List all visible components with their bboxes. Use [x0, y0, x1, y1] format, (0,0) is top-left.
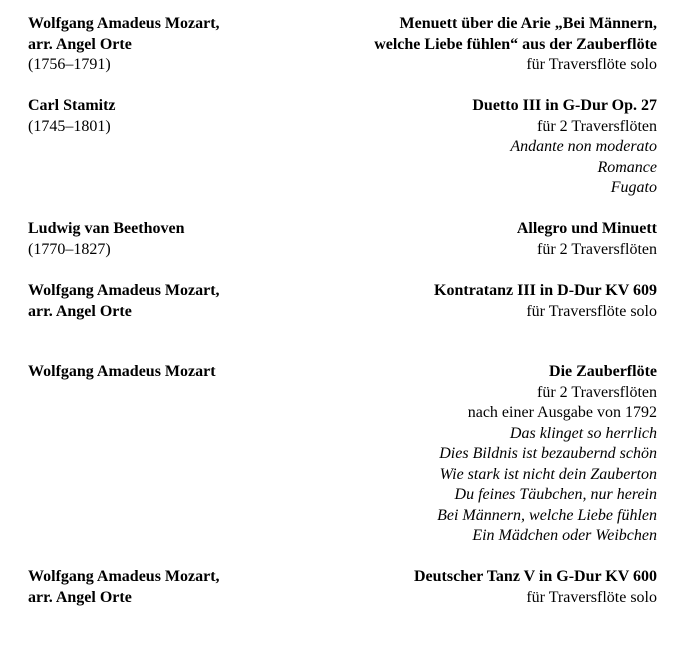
- work-title: Die Zauberflöte: [549, 363, 657, 380]
- movement: Romance: [597, 158, 657, 176]
- composer-name: Wolfgang Amadeus Mozart: [28, 363, 216, 380]
- composer-dates: (1756–1791): [28, 56, 111, 73]
- work-block: [277, 14, 657, 76]
- arranger-name: arr. Angel Orte: [28, 588, 132, 606]
- work-block: [277, 362, 657, 547]
- work-block: [277, 567, 657, 608]
- work-title: welche Liebe fühlen“ aus der Zauberflöte: [374, 35, 657, 53]
- movement: Das klinget so herrlich: [509, 424, 657, 442]
- instrumentation: für Traversflöte solo: [526, 56, 657, 73]
- composer-name: Carl Stamitz: [28, 97, 116, 114]
- work-title: Menuett über die Arie „Bei Männern,: [399, 15, 657, 32]
- work-block: [277, 219, 657, 260]
- instrumentation: für 2 Traversflöten: [537, 117, 657, 135]
- instrumentation: für Traversflöte solo: [526, 302, 657, 320]
- instrumentation: für Traversflöte solo: [526, 588, 657, 606]
- edition-note: nach einer Ausgabe von 1792: [467, 404, 657, 421]
- work-block: [277, 96, 657, 199]
- composer-dates: (1745–1801): [28, 117, 111, 135]
- work-block: [277, 281, 657, 322]
- composer-name: Wolfgang Amadeus Mozart,: [28, 568, 220, 585]
- movement: Du feines Täubchen, nur herein: [454, 486, 657, 503]
- composer-dates: (1770–1827): [28, 240, 111, 258]
- work-title: Deutscher Tanz V in G-Dur KV 600: [413, 568, 657, 585]
- movement: Wie stark ist nicht dein Zauberton: [439, 465, 657, 483]
- composer-name: Ludwig van Beethoven: [28, 220, 185, 237]
- instrumentation: für 2 Traversflöten: [537, 240, 657, 258]
- movement: Ein Mädchen oder Weibchen: [472, 527, 657, 544]
- arranger-name: arr. Angel Orte: [28, 302, 132, 320]
- work-title: Allegro und Minuett: [516, 220, 657, 237]
- movement: Fugato: [610, 179, 657, 196]
- work-title: Kontratanz III in D-Dur KV 609: [434, 282, 657, 299]
- movement: Dies Bildnis ist bezaubernd schön: [439, 445, 657, 462]
- arranger-name: arr. Angel Orte: [28, 35, 132, 53]
- composer-name: Wolfgang Amadeus Mozart,: [28, 15, 220, 32]
- movement: Andante non moderato: [510, 138, 657, 155]
- work-title: Duetto III in G-Dur Op. 27: [472, 97, 657, 114]
- movement: Bei Männern, welche Liebe fühlen: [437, 506, 657, 524]
- composer-name: Wolfgang Amadeus Mozart,: [28, 282, 220, 299]
- instrumentation: für 2 Traversflöten: [537, 383, 657, 401]
